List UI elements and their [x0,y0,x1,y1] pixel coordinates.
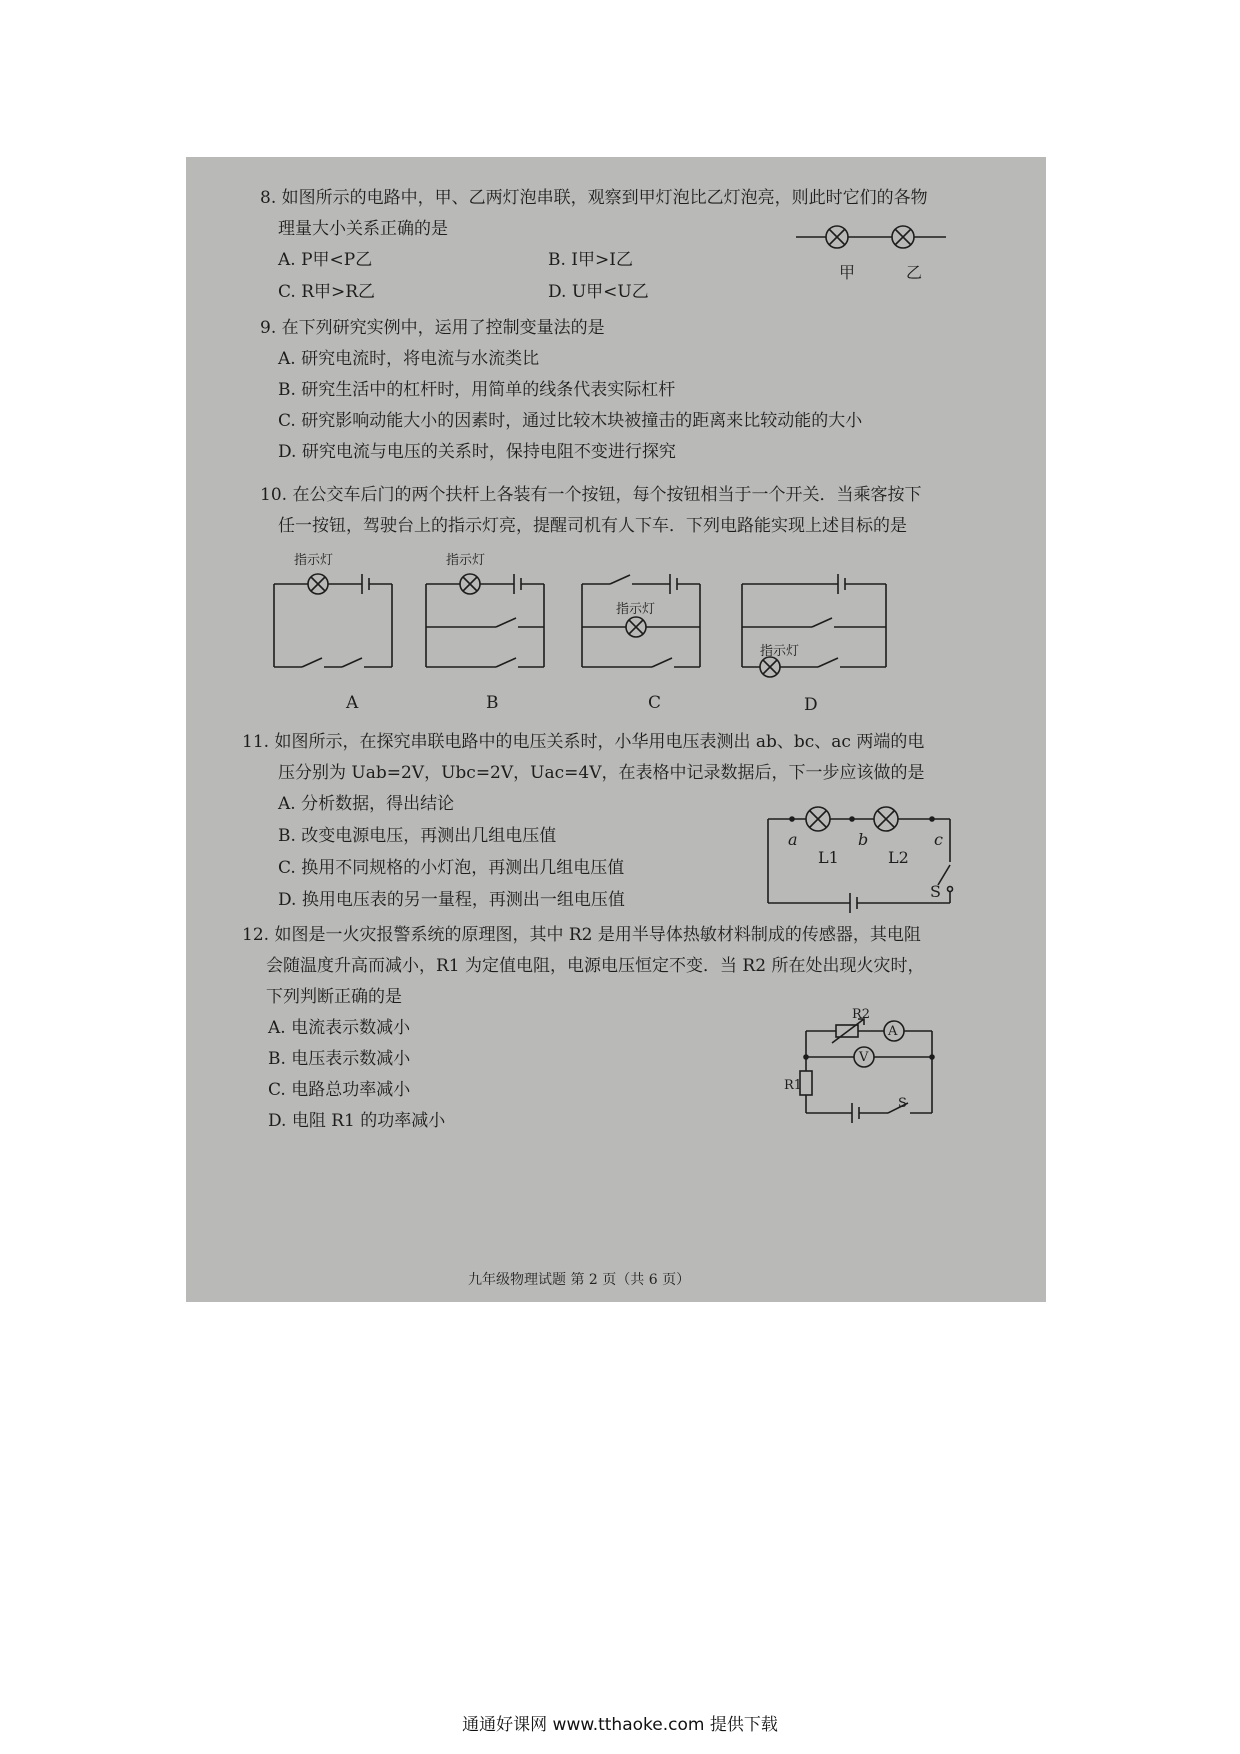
q10-caption-d: D [804,695,818,715]
q12-option-a: A. 电流表示数减小 [268,1018,411,1038]
q9-option-d: D. 研究电流与电压的关系时，保持电阻不变进行探究 [278,442,676,462]
q10-caption-a: A [346,693,359,713]
q10-line1: 10. 在公交车后门的两个扶杆上各装有一个按钮，每个按钮相当于一个开关．当乘客按下 [260,485,922,505]
q8-lamp-label-yi: 乙 [906,263,923,282]
q12-line2: 会随温度升高而减小，R1 为定值电阻，电源电压恒定不变．当 R2 所在处出现火灾时， [266,956,925,976]
q10-circuit-a [274,567,404,677]
q9-option-b: B. 研究生活中的杠杆时，用简单的线条代表实际杠杆 [278,380,676,400]
q12-circuit-diagram [806,1019,956,1119]
q8-option-a: A. P甲<P乙 [278,250,373,270]
q11-point-a: a [788,830,798,849]
q12-switch-s: S [898,1096,907,1111]
q10-a-lamp-label: 指示灯 [294,553,334,568]
q9-stem: 9. 在下列研究实例中，运用了控制变量法的是 [260,318,605,338]
q12-r1-label: R1 [784,1078,803,1093]
q10-circuit-b [426,567,556,677]
q12-option-c: C. 电路总功率减小 [268,1080,411,1100]
q12-voltmeter-label: V [859,1050,869,1065]
q8-circuit-diagram [796,222,976,252]
q12-option-d: D. 电阻 R1 的功率减小 [268,1111,446,1131]
q10-line2: 任一按钮，驾驶台上的指示灯亮，提醒司机有人下车．下列电路能实现上述目标的是 [278,516,907,536]
q12-line1: 12. 如图是一火灾报警系统的原理图，其中 R2 是用半导体热敏材料制成的传感器，其电阻 [242,925,921,945]
q9-option-c: C. 研究影响动能大小的因素时，通过比较木块被撞击的距离来比较动能的大小 [278,411,863,431]
q11-line1: 11. 如图所示，在探究串联电路中的电压关系时，小华用电压表测出 ab、bc、ac 两端的电 [242,732,925,752]
q8-line1: 8. 如图所示的电路中，甲、乙两灯泡串联，观察到甲灯泡比乙灯泡亮，则此时它们的各物 [260,188,928,208]
scanned-page-photo [186,157,1046,1302]
q11-switch-s: S [930,882,941,901]
q10-c-lamp-label: 指示灯 [616,602,656,617]
q12-ammeter-label: A [888,1024,898,1039]
q11-lamp-l1: L1 [818,848,839,867]
q10-b-lamp-label: 指示灯 [446,553,486,568]
q11-option-d: D. 换用电压表的另一量程，再测出一组电压值 [278,890,625,910]
q8-option-b: B. I甲>I乙 [548,250,633,270]
q8-lamp-label-jia: 甲 [839,263,856,282]
q8-option-d: D. U甲<U乙 [548,282,649,302]
q10-circuit-c [582,567,712,677]
q8-line2: 理量大小关系正确的是 [278,219,448,239]
exam-page-footer: 九年级物理试题 第 2 页（共 6 页） [468,1272,691,1288]
q11-point-b: b [858,830,869,849]
q8-option-c: C. R甲>R乙 [278,282,376,302]
q10-caption-c: C [648,693,662,713]
q11-option-a: A. 分析数据，得出结论 [278,794,455,814]
q11-option-b: B. 改变电源电压，再测出几组电压值 [278,826,557,846]
q12-r2-label: R2 [852,1007,871,1022]
download-site-credit: 通通好课网 www.tthaoke.com 提供下载 [462,1715,778,1735]
q10-caption-b: B [486,693,499,713]
q9-option-a: A. 研究电流时，将电流与水流类比 [278,349,540,369]
q12-option-b: B. 电压表示数减小 [268,1049,411,1069]
q11-option-c: C. 换用不同规格的小灯泡，再测出几组电压值 [278,858,625,878]
q12-line3: 下列判断正确的是 [266,987,402,1007]
q11-line2: 压分别为 Uab=2V，Ubc=2V，Uac=4V，在表格中记录数据后，下一步应该做的是 [278,763,925,783]
q10-d-lamp-label: 指示灯 [760,644,800,659]
q11-lamp-l2: L2 [888,848,909,867]
q11-point-c: c [934,830,943,849]
